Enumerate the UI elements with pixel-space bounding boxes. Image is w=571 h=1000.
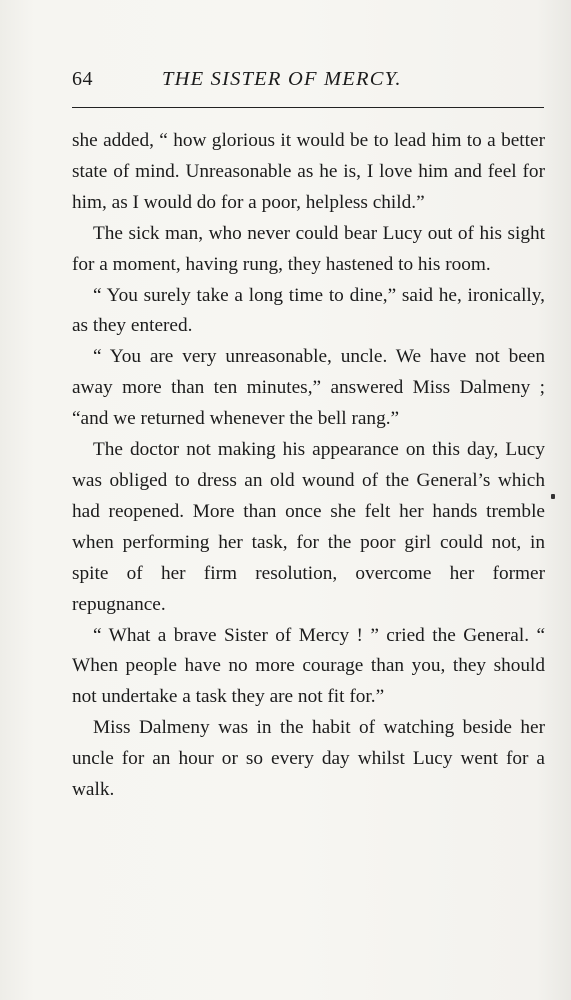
margin-speck [551,494,555,499]
page-header [72,68,544,98]
paragraph: The doctor not making his appearance on this day, Lucy was obliged to dress an old wound of the General’s which had reopened. More than once she felt her hands tremble when performing her task, for the poor girl could not, in spite of her firm resolution, overcome her former repugnance. [72,439,545,615]
paragraph: “ You are very unreasonable, uncle. We have not been away more than ten minutes,” answered Miss Dalmeny ; “and we returned whenever the bell rang.” [72,346,545,430]
running-title: THE SISTER OF MERCY. [162,68,402,90]
body-text [72,126,545,806]
paragraph: Miss Dalmeny was in the habit of watching beside her uncle for an hour or so every day whilst Lucy went for a walk. [72,717,545,801]
page-number: 64 [72,68,93,90]
paragraph: The sick man, who never could bear Lucy out of his sight for a moment, having rung, they hastened to his room. [72,222,545,275]
paragraph-continued: she added, “ how glorious it would be to lead him to a better state of mind. Unreasonable as he is, I love him and feel for him, as I would do for a poor, helpless child.” [72,130,545,213]
header-rule [72,107,544,108]
paragraph: “ You surely take a long time to dine,” said he, ironically, as they entered. [72,284,545,337]
paragraph: “ What a brave Sister of Mercy ! ” cried the General. “ When people have no more courage than you, they should not undertake a task they are not fit for.” [72,624,545,708]
